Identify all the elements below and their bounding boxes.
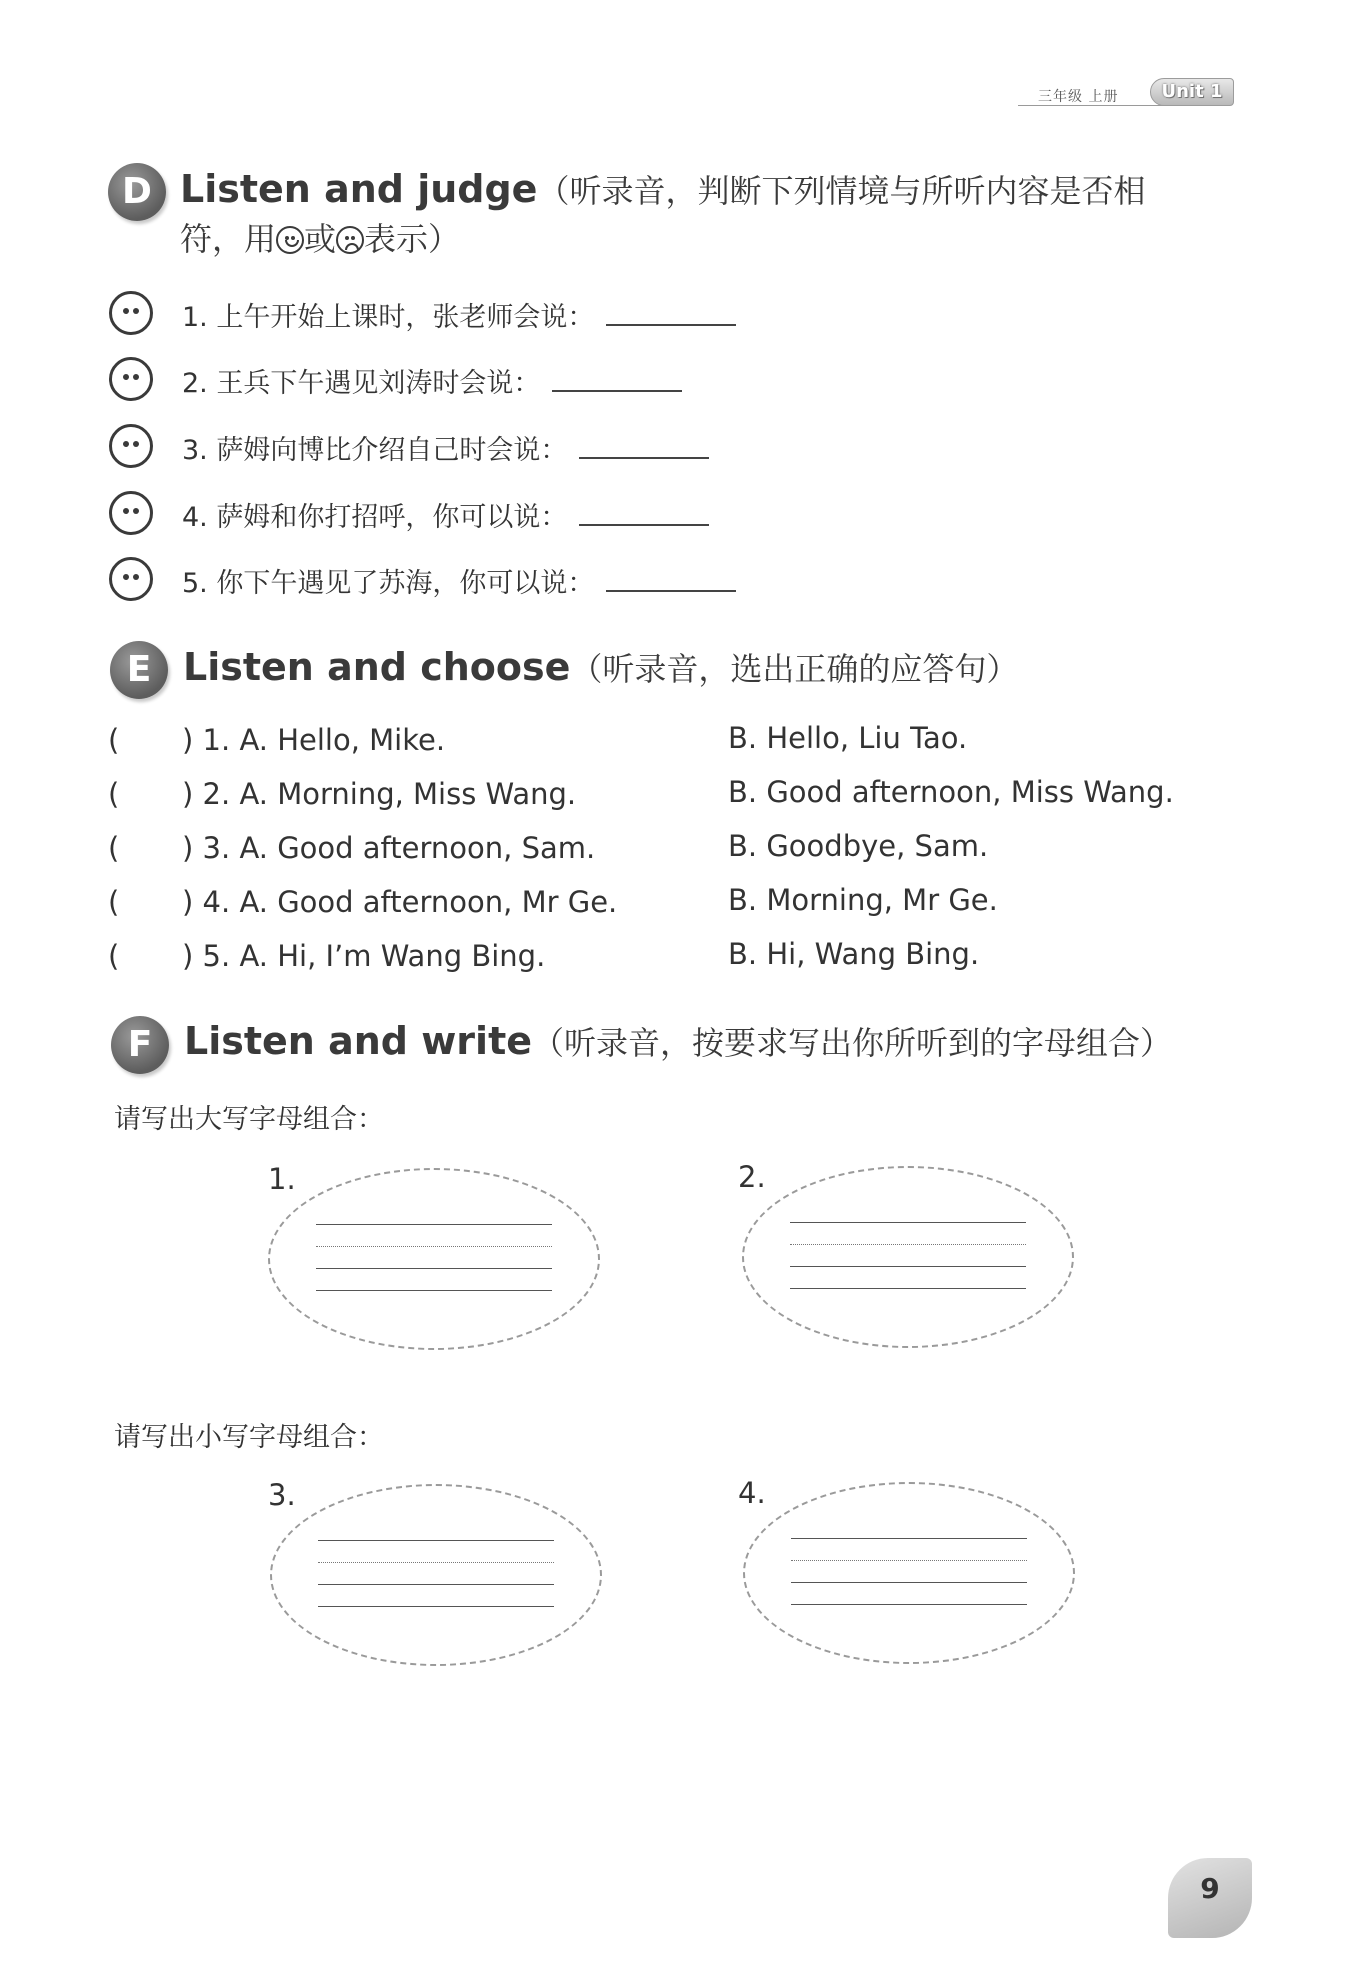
- option-a: A. Good afternoon, Sam.: [239, 831, 596, 865]
- e-item-5-option-b[interactable]: B. Hi, Wang Bing.: [728, 937, 980, 971]
- d-item-number: 3.: [182, 435, 208, 466]
- e-item-2: [108, 777, 119, 811]
- e-item-3-option-b[interactable]: B. Goodbye, Sam.: [728, 829, 989, 863]
- d-item-text: 王兵下午遇见刘涛时会说：: [216, 368, 541, 399]
- paren-open: (: [108, 777, 120, 811]
- section-d-title: Listen and judge: [180, 167, 538, 211]
- d-item-5: [182, 561, 736, 600]
- writing-oval-1[interactable]: [268, 1168, 600, 1350]
- blank-face-icon[interactable]: [109, 491, 153, 535]
- option-a: A. Good afternoon, Mr Ge.: [239, 885, 618, 919]
- writing-oval-2[interactable]: [742, 1166, 1074, 1348]
- d-item-text: 萨姆向博比介绍自己时会说：: [216, 435, 568, 466]
- answer-blank[interactable]: [606, 304, 736, 326]
- writing-oval-3[interactable]: [270, 1484, 602, 1666]
- section-d-heading: [180, 166, 1145, 212]
- e-item-3-option-a[interactable]: [182, 831, 595, 865]
- blank-face-icon[interactable]: [109, 424, 153, 468]
- e-item-2-option-a[interactable]: [182, 777, 576, 811]
- header-grade: 三年级 上册: [1038, 89, 1119, 105]
- d-item-number: 1.: [182, 302, 208, 333]
- paren-open: (: [108, 723, 120, 757]
- d-item-number: 5.: [182, 568, 208, 599]
- oval-number: 4.: [738, 1476, 766, 1510]
- section-f-badge: F: [111, 1016, 169, 1074]
- answer-blank[interactable]: [552, 370, 682, 392]
- paren-close: ): [182, 723, 194, 757]
- answer-blank[interactable]: [579, 437, 709, 459]
- section-e-badge: E: [110, 641, 168, 699]
- paren-close: ): [182, 939, 194, 973]
- section-f-heading: [184, 1018, 1172, 1064]
- section-e-title: Listen and choose: [183, 645, 571, 689]
- writing-oval-4[interactable]: [743, 1482, 1075, 1664]
- section-e-subtitle: （听录音，选出正确的应答句）: [570, 650, 1019, 688]
- sad-face-icon: [336, 226, 364, 254]
- e-item-1-option-b[interactable]: B. Hello, Liu Tao.: [728, 721, 968, 755]
- e-item-number: 5.: [202, 939, 231, 973]
- e-item-4-option-a[interactable]: [182, 885, 617, 919]
- section-f-title: Listen and write: [184, 1019, 533, 1063]
- d-item-number: 4.: [182, 502, 208, 533]
- e-item-4-option-b[interactable]: B. Morning, Mr Ge.: [728, 883, 998, 917]
- page-number: 9: [1200, 1872, 1220, 1905]
- oval-number: 2.: [738, 1160, 766, 1194]
- e-item-number: 4.: [202, 885, 231, 919]
- e-item-5-option-a[interactable]: [182, 939, 545, 973]
- e-item-number: 1.: [202, 723, 231, 757]
- section-d-subtitle-1: （听录音，判断下列情境与所听内容是否相: [537, 172, 1146, 210]
- paren-close: ): [182, 885, 194, 919]
- subtitle-part-c: 表示）: [364, 220, 461, 258]
- blank-face-icon[interactable]: [109, 357, 153, 401]
- e-item-1: [108, 723, 119, 757]
- blank-face-icon[interactable]: [109, 291, 153, 335]
- e-item-5: [108, 939, 119, 973]
- answer-blank[interactable]: [579, 504, 709, 526]
- d-item-text: 萨姆和你打招呼，你可以说：: [216, 502, 568, 533]
- d-item-1: [182, 295, 736, 334]
- e-item-1-option-a[interactable]: [182, 723, 445, 757]
- smiley-face-icon: [276, 226, 304, 254]
- paren-close: ): [182, 831, 194, 865]
- uppercase-instruction: 请写出大写字母组合：: [114, 1104, 384, 1135]
- section-d-subtitle-line2: [180, 214, 460, 260]
- section-e-heading: [183, 644, 1018, 690]
- d-item-text: 上午开始上课时，张老师会说：: [216, 302, 595, 333]
- option-a: A. Hello, Mike.: [239, 723, 446, 757]
- oval-number: 1.: [268, 1162, 296, 1196]
- oval-number: 3.: [268, 1478, 296, 1512]
- subtitle-part-a: 符，用: [180, 220, 277, 258]
- e-item-4: [108, 885, 119, 919]
- e-item-2-option-b[interactable]: B. Good afternoon, Miss Wang.: [728, 775, 1174, 809]
- paren-open: (: [108, 831, 120, 865]
- d-item-4: [182, 495, 709, 534]
- lowercase-instruction: 请写出小写字母组合：: [114, 1422, 384, 1453]
- subtitle-part-b: 或: [304, 220, 337, 258]
- d-item-text: 你下午遇见了苏海，你可以说：: [216, 568, 595, 599]
- section-f-subtitle: （听录音，按要求写出你所听到的字母组合）: [532, 1024, 1173, 1062]
- option-a: A. Morning, Miss Wang.: [239, 777, 577, 811]
- paren-open: (: [108, 939, 120, 973]
- section-d-badge: D: [108, 163, 166, 221]
- e-item-3: [108, 831, 119, 865]
- paren-open: (: [108, 885, 120, 919]
- e-item-number: 3.: [202, 831, 231, 865]
- d-item-2: [182, 361, 682, 400]
- e-item-number: 2.: [202, 777, 231, 811]
- blank-face-icon[interactable]: [109, 557, 153, 601]
- d-item-number: 2.: [182, 368, 208, 399]
- option-a: A. Hi, I’m Wang Bing.: [239, 939, 546, 973]
- paren-close: ): [182, 777, 194, 811]
- unit-tab: Unit 1: [1150, 78, 1234, 106]
- answer-blank[interactable]: [606, 570, 736, 592]
- d-item-3: [182, 428, 709, 467]
